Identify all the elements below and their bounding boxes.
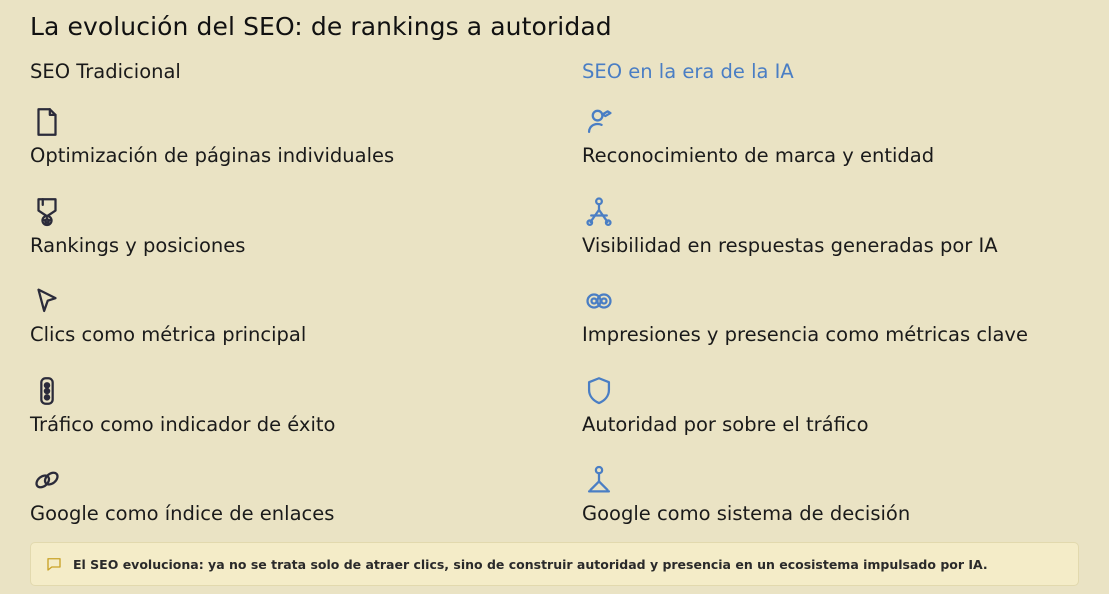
list-item xyxy=(30,103,582,168)
column-heading-traditional: SEO Tradicional xyxy=(30,60,181,83)
list-item xyxy=(582,193,1109,258)
list-item-label: Reconocimiento de marca y entidad xyxy=(582,144,935,168)
shield-icon xyxy=(582,372,1109,410)
award-medal-icon xyxy=(30,193,582,231)
list-item-label: Impresiones y presencia como métricas clave xyxy=(582,323,1028,347)
list-item-label: Tráfico como indicador de éxito xyxy=(30,412,336,436)
cursor-click-icon xyxy=(30,282,582,320)
traffic-light-icon xyxy=(30,372,582,410)
comparison-columns xyxy=(30,60,1079,550)
column-heading-ai-era: SEO en la era de la IA xyxy=(582,60,794,83)
list-item-label: Rankings y posiciones xyxy=(30,233,246,257)
list-item-label: Google como índice de enlaces xyxy=(30,501,335,525)
list-item xyxy=(30,282,582,347)
list-item-label: Google como sistema de decisión xyxy=(582,501,911,525)
list-item xyxy=(30,461,582,526)
list-item xyxy=(582,461,1109,526)
list-item xyxy=(582,103,1109,168)
eyes-icon xyxy=(582,282,1109,320)
link-chain-icon xyxy=(30,461,582,499)
user-badge-icon xyxy=(582,103,1109,141)
person-decision-icon xyxy=(582,461,1109,499)
column-traditional-seo xyxy=(30,60,582,550)
list-item-label: Optimización de páginas individuales xyxy=(30,144,395,168)
network-nodes-icon xyxy=(582,193,1109,231)
list-item xyxy=(30,193,582,258)
list-item-label: Clics como métrica principal xyxy=(30,323,307,347)
footnote-banner xyxy=(30,542,1079,586)
list-item xyxy=(582,282,1109,347)
list-item xyxy=(582,372,1109,437)
column-ai-era-seo xyxy=(582,60,1109,550)
note-icon xyxy=(45,555,63,573)
document-icon xyxy=(30,103,582,141)
footnote-text: El SEO evoluciona: ya no se trata solo de atraer clics, sino de construir autoridad y presencia en un ecosistema impulsado por IA. xyxy=(73,556,988,572)
list-item xyxy=(30,372,582,437)
list-item-label: Visibilidad en respuestas generadas por IA xyxy=(582,233,998,257)
page-title: La evolución del SEO: de rankings a autoridad xyxy=(30,12,612,41)
list-item-label: Autoridad por sobre el tráfico xyxy=(582,412,869,436)
